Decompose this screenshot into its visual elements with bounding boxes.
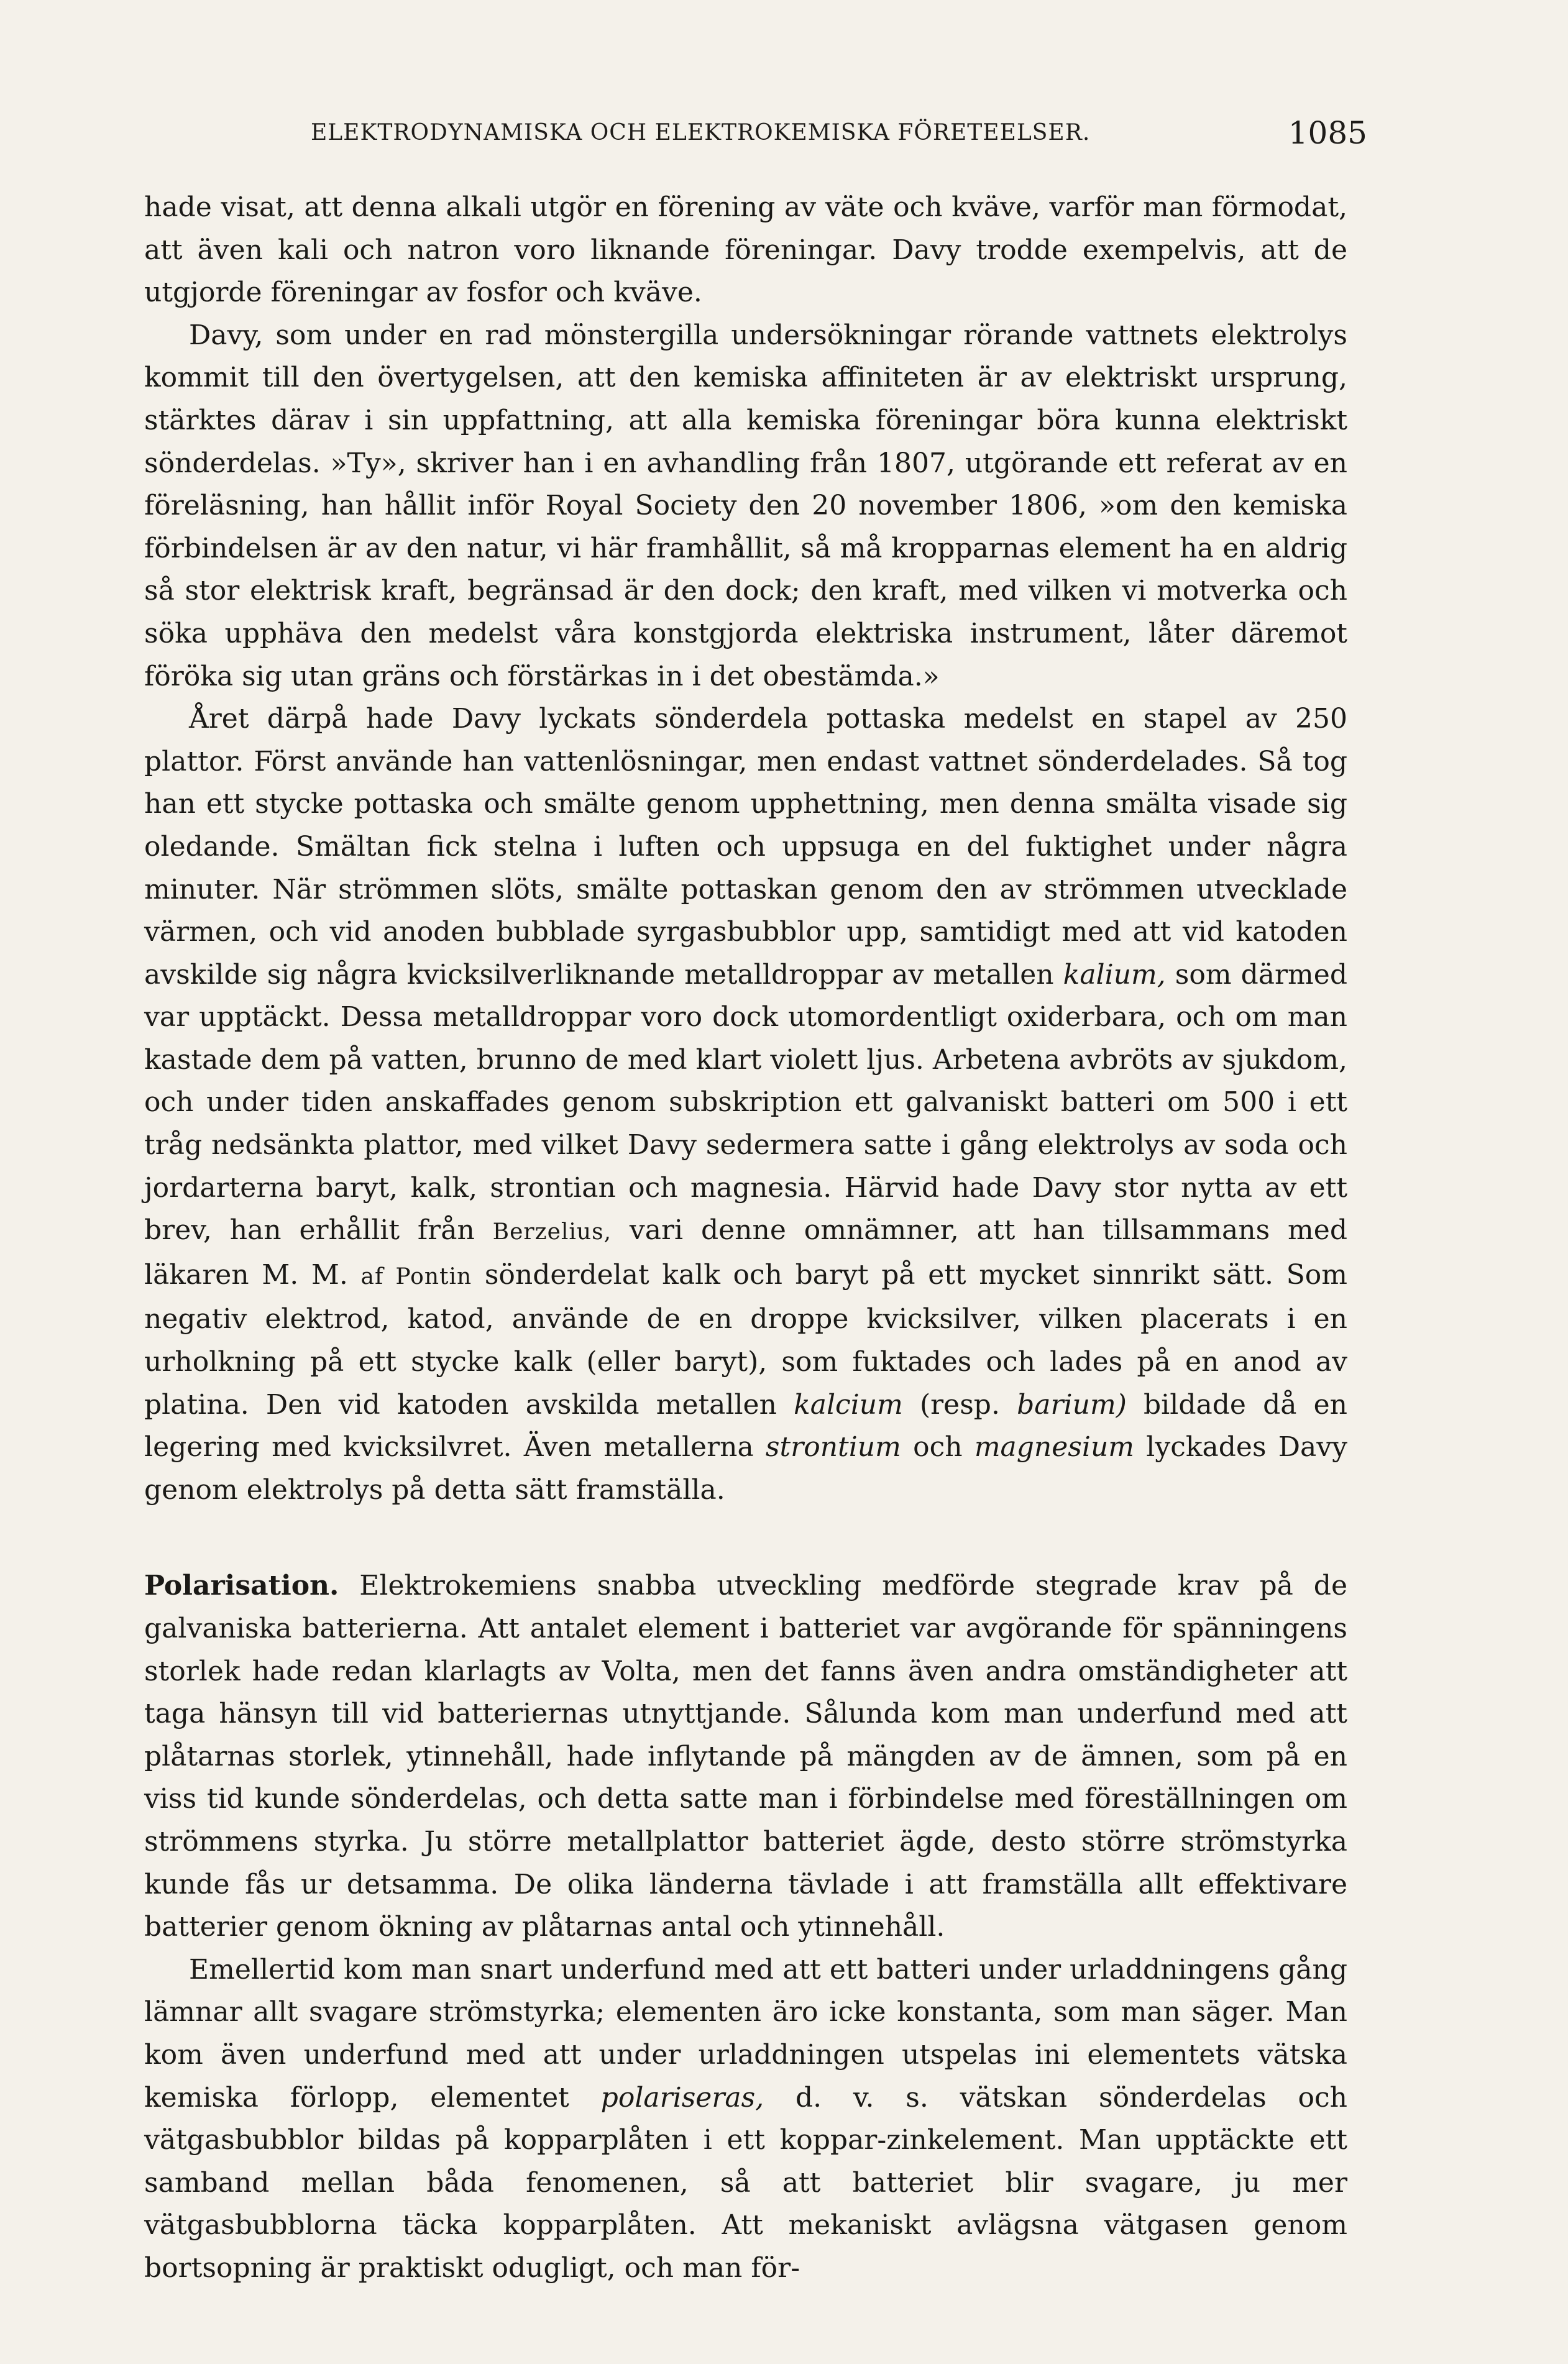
p5-text-1: Emellertid kom man snart underfund med att ett batteri under urladdningens gång lämnar allt svagare strömstyrka; elementen äro icke konstanta, som man säger. Man kom även underfund med att under urladdningen utspelas ini elementets vätska kemiska förlopp, elementet bbox=[144, 1953, 1347, 2114]
paragraph-1: hade visat, att denna alkali utgör en förening av väte och kväve, varför man förmodat, att även kali och natron voro liknande föreningar. Davy trodde exempelvis, att de utgjorde föreningar av fosfor och kväve. bbox=[144, 191, 1347, 309]
section-heading-polarisation: Polarisation. bbox=[144, 1570, 339, 1602]
paragraph-5 bbox=[144, 1949, 1347, 2290]
name-berzelius: Berzelius, bbox=[492, 1219, 612, 1245]
term-kalium: kalium, bbox=[1063, 958, 1166, 991]
term-kalcium: kalcium bbox=[794, 1388, 903, 1421]
term-strontium: strontium bbox=[765, 1431, 901, 1464]
name-af-pontin: af Pontin bbox=[360, 1263, 472, 1290]
body-text bbox=[144, 186, 1347, 2290]
page-header bbox=[311, 115, 1367, 165]
paragraph-3 bbox=[144, 698, 1347, 1511]
p4-text: Elektrokemiens snabba utveckling medförde stegrade krav på de galvaniska batterierna. Att antalet element i batteriet var avgörande för spänningens storlek hade redan klarlagts av Volta, men det fanns även andra omständigheter att taga hänsyn till vid batteriernas utnyttjande. Sålunda kom man underfund med att plåtarnas storlek, ytinnehåll, hade inflytande på mängden av de ämnen, som på en viss tid kunde sönderdelas, och detta satte man i förbindelse med föreställningen om strömmens styrka. Ju större metallplattor batteriet ägde, desto större strömstyrka kunde fås ur detsamma. De olika länderna tävlade i att framställa allt effektivare batterier genom ökning av plåtarnas antal och ytinnehåll. bbox=[144, 1570, 1347, 1943]
term-barium: barium) bbox=[1017, 1388, 1127, 1421]
p5-text-2: d. v. s. vätskan sönderdelas och vätgasbubblor bildas på kopparplåten i ett koppar-zinkelement. Man upptäckte ett samband mellan båda fenomenen, så att batteriet blir svagare, ju mer vätgasbubblorna täcka kopparplåten. Att mekaniskt avlägsna vätgasen genom bortsopning är praktiskt odugligt, och man för- bbox=[144, 2081, 1347, 2284]
p3-text-3: vari denne omnämner, att han tillsammans med läkaren M. M. bbox=[144, 1214, 1347, 1291]
p3-text-5: (resp. bbox=[919, 1388, 1000, 1421]
p3-text-4: sönderdelat kalk och baryt på ett mycket sinnrikt sätt. Som negativ elektrod, katod, använde de en droppe kvicksilver, vilken placerats i en urholkning på ett stycke kalk (eller baryt), som fuktades och lades på en anod av platina. Den vid katoden avskilda metallen bbox=[144, 1258, 1347, 1421]
term-magnesium: magnesium bbox=[974, 1431, 1135, 1464]
running-title: ELEKTRODYNAMISKA OCH ELEKTROKEMISKA FÖRETEELSER. bbox=[311, 120, 1091, 145]
p3-text-8: lyckades Davy genom elektrolys på detta sätt framställa. bbox=[144, 1431, 1347, 1506]
paragraph-2: Davy, som under en rad mönstergilla undersökningar rörande vattnets elektrolys kommit till den övertygelsen, att den kemiska affiniteten är av elektriskt ursprung, stärktes därav i sin uppfattning, att alla kemiska föreningar böra kunna elektriskt sönderdelas. »Ty», skriver han i en avhandling från 1807, utgörande ett referat av en föreläsning, han hållit inför Royal Society den 20 november 1806, »om den kemiska förbindelsen är av den natur, vi här framhållit, så må kropparnas element ha en aldrig så stor elektrisk kraft, begränsad är den dock; den kraft, med vilken vi motverka och söka upphäva den medelst våra konstgjorda elektriska instrument, låter däremot föröka sig utan gräns och förstärkas in i det obestämda.» bbox=[144, 319, 1347, 692]
paragraph-4 bbox=[144, 1565, 1347, 1948]
p3-text-6: bildade då en legering med kvicksilvret. Även metallerna bbox=[144, 1388, 1347, 1464]
page-number: 1085 bbox=[1288, 115, 1367, 151]
p3-text-2: som därmed var upptäckt. Dessa metalldroppar voro dock utomordentligt oxiderbara, och om man kastade dem på vatten, brunno de med klart violett ljus. Arbetena avbröts av sjukdom, och under tiden anskaffades genom subskription ett galvaniskt batteri om 500 i ett tråg nedsänkta plattor, med vilket Davy sedermera satte i gång elektrolys av soda och jordarterna baryt, kalk, strontian och magnesia. Härvid hade Davy stor nytta av ett brev, han erhållit från bbox=[144, 958, 1347, 1247]
p3-text-7: och bbox=[913, 1431, 963, 1464]
p3-text-1: Året därpå hade Davy lyckats sönderdela pottaska medelst en stapel av 250 plattor. Först använde han vattenlösningar, men endast vattnet sönderdelades. Så tog han ett stycke pottaska och smälte genom upphettning, men denna smälta visade sig oledande. Smältan fick stelna i luften och uppsuga en del fuktighet under några minuter. När strömmen slöts, smälte pottaskan genom den av strömmen utvecklade värmen, och vid anoden bubblade syrgasbubblor upp, samtidigt med att vid katoden avskilde sig några kvicksilverliknande metalldroppar av metallen bbox=[144, 703, 1347, 991]
term-polariseras: polariseras, bbox=[600, 2081, 764, 2114]
